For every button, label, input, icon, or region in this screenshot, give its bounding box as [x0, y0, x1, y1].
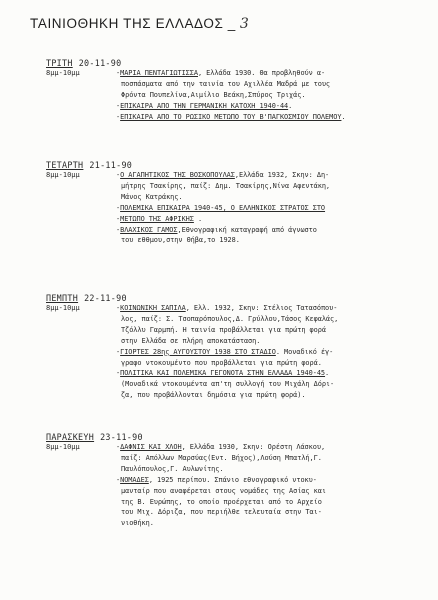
program-line	[116, 171, 329, 179]
program-line	[121, 391, 305, 399]
film-title: ΠΟΛΕΜΙΚΑ ΕΠΙΚΑΙΡΑ 1940-45, Ο ΕΛΛΗΝΙΚΟΣ ΣΤΡΑΤΟΣ ΣΤΟ	[120, 203, 326, 212]
film-description: του εθθμου,στην Θήβα,το 1928.	[121, 236, 240, 245]
film-description: Μάνος Κατράκης.	[121, 192, 183, 201]
program-line	[121, 337, 260, 345]
screening-time: 8μμ-10μμ	[46, 171, 80, 179]
program-line	[116, 113, 346, 121]
day-name: ΠΕΜΠΤΗ	[46, 293, 79, 303]
program-line	[121, 359, 322, 367]
film-description: Τζόλλυ Γαρμπή. Η ταινία προβάλλεται για πρώτη φορά	[121, 325, 326, 334]
program-line	[121, 80, 330, 88]
screening-time: 8μμ-10μμ	[46, 304, 80, 312]
film-title: ΔΑΦΝΙΣ ΚΑΙ ΧΛΟΗ	[120, 443, 182, 451]
program-line	[116, 443, 325, 451]
program-line	[116, 348, 333, 356]
film-title: ΒΛΑΧΙΚΟΣ ΓΑΜΟΣ	[120, 225, 178, 234]
item-dash: -	[116, 347, 121, 356]
program-line	[116, 304, 337, 312]
item-dash: -	[116, 214, 121, 223]
film-description: . Μοναδικό έγ-	[275, 347, 334, 356]
program-line	[121, 508, 322, 516]
film-description: .	[288, 101, 293, 110]
film-description: ποσπάσματα από την ταινία του Αχιλλέα Μαδρά με τους	[121, 79, 331, 88]
day-date: 21-11-90	[89, 160, 133, 170]
item-dash: -	[116, 475, 121, 484]
item-dash: -	[116, 101, 121, 110]
item-dash: -	[116, 171, 121, 179]
screening-time: 8μμ-10μμ	[46, 443, 80, 451]
program-line	[116, 215, 202, 223]
program-line	[116, 476, 317, 484]
item-dash: -	[116, 443, 121, 451]
film-description: , Ελλάδα 1930. Θα προβληθούν α-	[197, 69, 326, 77]
film-description: (Μοναδικά ντοκουμέντα απ'τη συλλογή του Μιχάλη Δόρι-	[121, 380, 335, 389]
film-title: Ο ΑΓΑΠΗΤΙΚΟΣ ΤΗΣ ΒΟΣΚΟΠΟΥΛΑΣ	[120, 171, 235, 179]
page-header	[30, 16, 249, 32]
day-name: ΠΑΡΑΣΚΕΥΗ	[46, 432, 95, 442]
film-title: ΚΟΙΝΩΝΙΚΗ ΣΑΠΙΛΑ	[120, 304, 186, 312]
item-dash: -	[116, 69, 121, 77]
day-date: 23-11-90	[100, 432, 143, 442]
film-description: Παυλόπουλος,Γ. Αυλωνίτης.	[121, 464, 224, 473]
film-description: .	[341, 112, 346, 121]
film-title: ΝΟΜΑΔΕΣ	[120, 475, 149, 484]
film-description: , Ελλάδα 1930, Σκην: Ορέστη Λάσκου,	[181, 443, 326, 451]
film-description: , Ελλ. 1932, Σκην: Στέλιος Τατασόπου-	[185, 304, 338, 312]
item-dash: -	[116, 225, 121, 234]
program-line	[116, 226, 317, 234]
program-line	[121, 454, 322, 462]
day-heading	[46, 293, 127, 303]
day-heading	[46, 432, 143, 442]
day-date: 22-11-90	[84, 293, 127, 303]
film-description: γραφο ντοκουμέντο που προβάλλεται για πρώτη φορά.	[121, 358, 322, 367]
program-line	[116, 102, 292, 110]
program-line	[121, 182, 330, 190]
film-description: στην Ελλάδα σε πλήρη αποκατάσταση.	[121, 336, 261, 345]
day-heading	[46, 58, 121, 68]
film-description: μήτρης Τσακίρης, παίζ: Δημ. Τσακίρης,Νίνα Αφεντάκη,	[121, 181, 331, 190]
film-title: ΓΙΟΡΤΕΣ 28ης ΑΥΓΟΥΣΤΟΥ 1938 ΣΤΟ ΣΤΑΔΙΟ	[120, 347, 276, 356]
film-description: παίζ: Απόλλων Μαρσύας(Εντ. Βήχος),Λούση Μπατλή,Γ.	[121, 453, 322, 462]
program-line	[121, 315, 338, 323]
program-line	[121, 236, 240, 244]
day-date: 20-11-90	[78, 58, 122, 68]
film-title: ΠΟΛΙΤΙΚΑ ΚΑΙ ΠΟΛΕΜΙΚΑ ΓΕΓΟΝΟΤΑ ΣΤΗΝ ΕΛΛΑΔΑ 1940-45	[120, 369, 326, 378]
film-description: της Β. Ευρώπης, το οποίο προέρχεται από το Αρχείο	[121, 497, 322, 506]
film-description: .	[193, 214, 203, 223]
film-description: νιοθήκη.	[121, 519, 154, 528]
film-title: ΕΠΙΚΑΙΡΑ ΑΠΟ ΤΟ ΡΩΣΙΚΟ ΜΕΤΩΠΟ ΤΟΥ Β'ΠΑΓΚΟΣΜΙΟΥ ΠΟΛΕΜΟΥ	[120, 112, 342, 121]
program-line	[121, 380, 334, 388]
film-description: .	[325, 369, 330, 378]
program-line	[121, 498, 322, 506]
film-description: λος, παίζ: Σ. Τσοπαρόπουλος,Δ. Γρύλλου,Τάσος Κεφαλάς,	[121, 314, 339, 323]
film-description: μανταίρ που αναφέρεται στους νομάδες της Ασίας και	[121, 486, 326, 495]
film-description: ζα, που προβάλλονται δημόσια για πρώτη φορά).	[121, 391, 306, 400]
page-number: 3	[239, 16, 250, 32]
item-dash: -	[116, 112, 121, 121]
program-line	[121, 193, 182, 201]
film-description: ,Ελλάδα 1932, Σκην: Δη-	[234, 171, 330, 179]
program-line	[116, 369, 329, 377]
item-dash: -	[116, 203, 121, 212]
film-title: ΜΕΤΩΠΟ ΤΗΣ ΑΦΡΙΚΗΣ	[120, 214, 194, 223]
program-line	[121, 519, 154, 527]
program-line	[121, 326, 326, 334]
film-description: Φρόντα Πουπελίνα,Αιμίλιο Βεάκη,Σπύρος Τριχάς.	[121, 90, 306, 99]
day-name: ΤΕΤΑΡΤΗ	[46, 160, 84, 170]
film-description: ,Εθνογραφική καταγραφή από άγνωστο	[177, 225, 317, 234]
item-dash: -	[116, 304, 121, 312]
screening-time: 8μμ-10μμ	[46, 69, 80, 77]
day-name: ΤΡΙΤΗ	[46, 58, 73, 68]
film-title: ΕΠΙΚΑΙΡΑ ΑΠΟ ΤΗΝ ΓΕΡΜΑΝΙΚΗ ΚΑΤΟΧΗ 1940-44	[120, 101, 289, 110]
header-title: ΤΑΙΝΙΟΘΗΚΗ ΤΗΣ ΕΛΛΑΔΟΣ _	[30, 16, 236, 31]
film-description: , 1925 περίπου. Σπάνιο εθνογραφικό ντοκυ-	[148, 475, 317, 484]
program-line	[116, 69, 325, 77]
program-line	[121, 487, 326, 495]
program-line	[121, 465, 223, 473]
program-line	[116, 204, 325, 212]
item-dash: -	[116, 369, 121, 378]
day-heading	[46, 160, 132, 170]
film-description: του Μιχ. Δόριζα, που περιήλθε τελευταία στην Ται-	[121, 508, 322, 517]
film-title: ΜΑΡΙΑ ΠΕΝΤΑΓΙΩΤΙΣΣΑ	[120, 69, 198, 77]
program-line	[121, 91, 305, 99]
